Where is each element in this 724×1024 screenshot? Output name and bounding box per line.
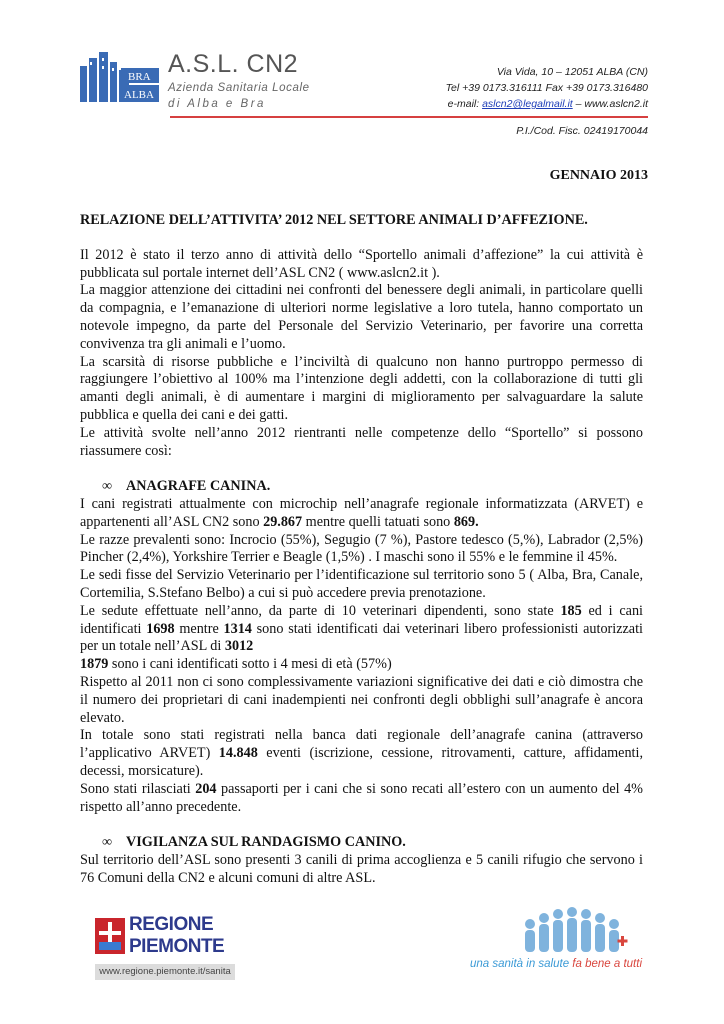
intro-paragraph-1: Il 2012 è stato il terzo anno di attività dello “Sportello animali d’affezione” la cui attività è pubblicata sul portale internet dell’ASL CN2 ( www.aslcn2.it ). — [80, 246, 643, 281]
infinity-bullet-icon: ∞ — [102, 478, 113, 495]
svg-text:ALBA: ALBA — [124, 89, 154, 101]
anagrafe-paragraph-3: Le sedi fisse del Servizio Veterinario per l’identificazione sul territorio sono 5 ( Alba, Bra, Canale, Cortemilia, S.Stefano Belbo) a cui si può accedere previa prenotazione. — [80, 567, 643, 601]
randagismo-paragraph-1: Sul territorio dell’ASL sono presenti 3 canili di prima accoglienza e 5 canili rifugio che servono i 76 Comuni della CN2 e alcuni comuni di altre ASL. — [80, 851, 643, 886]
infinity-bullet-icon: ∞ — [102, 834, 113, 851]
email-link[interactable]: aslcn2@legalmail.it — [482, 98, 573, 110]
document-date: GENNAIO 2013 — [549, 168, 648, 183]
contact-block — [446, 64, 648, 112]
org-name: A.S.L. CN2 — [168, 50, 299, 78]
org-subtitle: Azienda Sanitaria Locale — [168, 82, 310, 94]
people-group-icon — [518, 906, 628, 954]
anagrafe-paragraph-4: Le sedute effettuate nell’anno, da parte di 10 veterinari dipendenti, sono state 185 ed i cani identificati 1698 mentre 1314 sono stati identificati dai veterinari libero professionisti autorizzati per un totale nell’ASL di 3012 — [80, 602, 643, 655]
slogan-text: una sanità in salute fa bene a tutti — [470, 958, 642, 970]
intro-paragraph-4: Le attività svolte nell’anno 2012 rientranti nelle competenze dello “Sportello” si possono riassumere così: — [80, 424, 643, 459]
intro-paragraph-3: La scarsità di risorse pubbliche e l’inciviltà di qualcuno non hanno purtroppo permesso di raggiungere l’obiettivo al 100% ma l’intenzione degli addetti, con la collaborazione di tutti gli amanti degli animali, è di aumentare i margini di miglioramento per salvaguardare la salute pubblica e quella dei cani e dei gatti. — [80, 353, 643, 423]
document-body — [80, 212, 643, 887]
email-line — [446, 96, 648, 112]
anagrafe-paragraph-2: Le razze prevalenti sono: Incrocio (55%), Segugio (7 %), Pastore tedesco (5,%), Labrador (2,5%) Pincher (2,4%), Yorkshire Terrier e Beagle (1,5%) . I maschi sono il 55% e le femmine il 45%. — [80, 531, 643, 566]
section-heading-text: ANAGRAFE CANINA. — [126, 478, 271, 495]
section-heading-anagrafe — [80, 478, 643, 496]
anagrafe-paragraph-6: Rispetto al 2011 non ci sono complessivamente variazioni significative dei dati e ciò dimostra che il numero dei proprietari di cani inadempienti nei confronti degli obblighi sull’anagrafe è ancora elevato. — [80, 673, 643, 726]
title-text: RELAZIONE DELL’ATTIVITA’ 2012 NEL SETTORE ANIMALI D’AFFEZIONE — [80, 212, 585, 228]
piemonte-label: PIEMONTE — [129, 936, 225, 957]
regione-url: www.regione.piemonte.it/sanita — [95, 964, 235, 980]
intro-paragraph-2: La maggior attenzione dei cittadini nei confronti del benessere degli animali, in particolare quelli da compagnia, e l’emanazione di ulteriori norme legislative a loro tutela, hanno comportato un notevole impegno, da parte del Personale del Servizio Veterinario, per favorire una corretta convivenza tra gli animali e l’uomo. — [80, 282, 643, 352]
regione-label: REGIONE — [129, 914, 214, 935]
title-period: . — [584, 212, 588, 228]
address: Via Vida, 10 – 12051 ALBA (CN) — [496, 66, 648, 78]
regione-piemonte-logo — [95, 908, 235, 978]
slogan-logo — [470, 906, 660, 976]
svg-text:BRA: BRA — [128, 71, 151, 83]
anagrafe-paragraph-5: 1879 sono i cani identificati sotto i 4 mesi di età (57%) — [80, 656, 392, 673]
section-heading-text: VIGILANZA SUL RANDAGISMO CANINO. — [126, 834, 406, 851]
header-divider — [170, 116, 648, 118]
anagrafe-paragraph-7: In totale sono stati registrati nella banca dati regionale dell’anagrafe canina (attraverso l’applicativo ARVET) 14.848 eventi (iscrizione, cessione, ritrovamenti, catture, affidamenti, decessi, morsicature). — [80, 727, 643, 779]
anagrafe-paragraph-8: Sono stati rilasciati 204 passaporti per i cani che si sono recati all’estero con un aumento del 4% rispetto all’anno precedente. — [80, 780, 644, 815]
tax-code: P.I./Cod. Fisc. 02419170044 — [516, 125, 648, 137]
document-title — [80, 212, 643, 230]
phone-fax: Tel +39 0173.316111 Fax +39 0173.316480 — [445, 82, 648, 94]
email-label: e-mail: — [447, 98, 483, 110]
website: www.aslcn2.it — [584, 98, 648, 110]
asl-logo-icon — [80, 52, 160, 102]
section-heading-randagismo — [80, 834, 643, 852]
anagrafe-paragraph-1: I cani registrati attualmente con microchip nell’anagrafe regionale informatizzata (ARVET) e appartenenti all’ASL CN2 sono 29.867 mentre quelli tatuati sono 869. — [80, 495, 643, 530]
org-location: di Alba e Bra — [168, 98, 266, 110]
web-separator: – — [572, 98, 585, 110]
regione-crest-icon — [95, 918, 125, 954]
